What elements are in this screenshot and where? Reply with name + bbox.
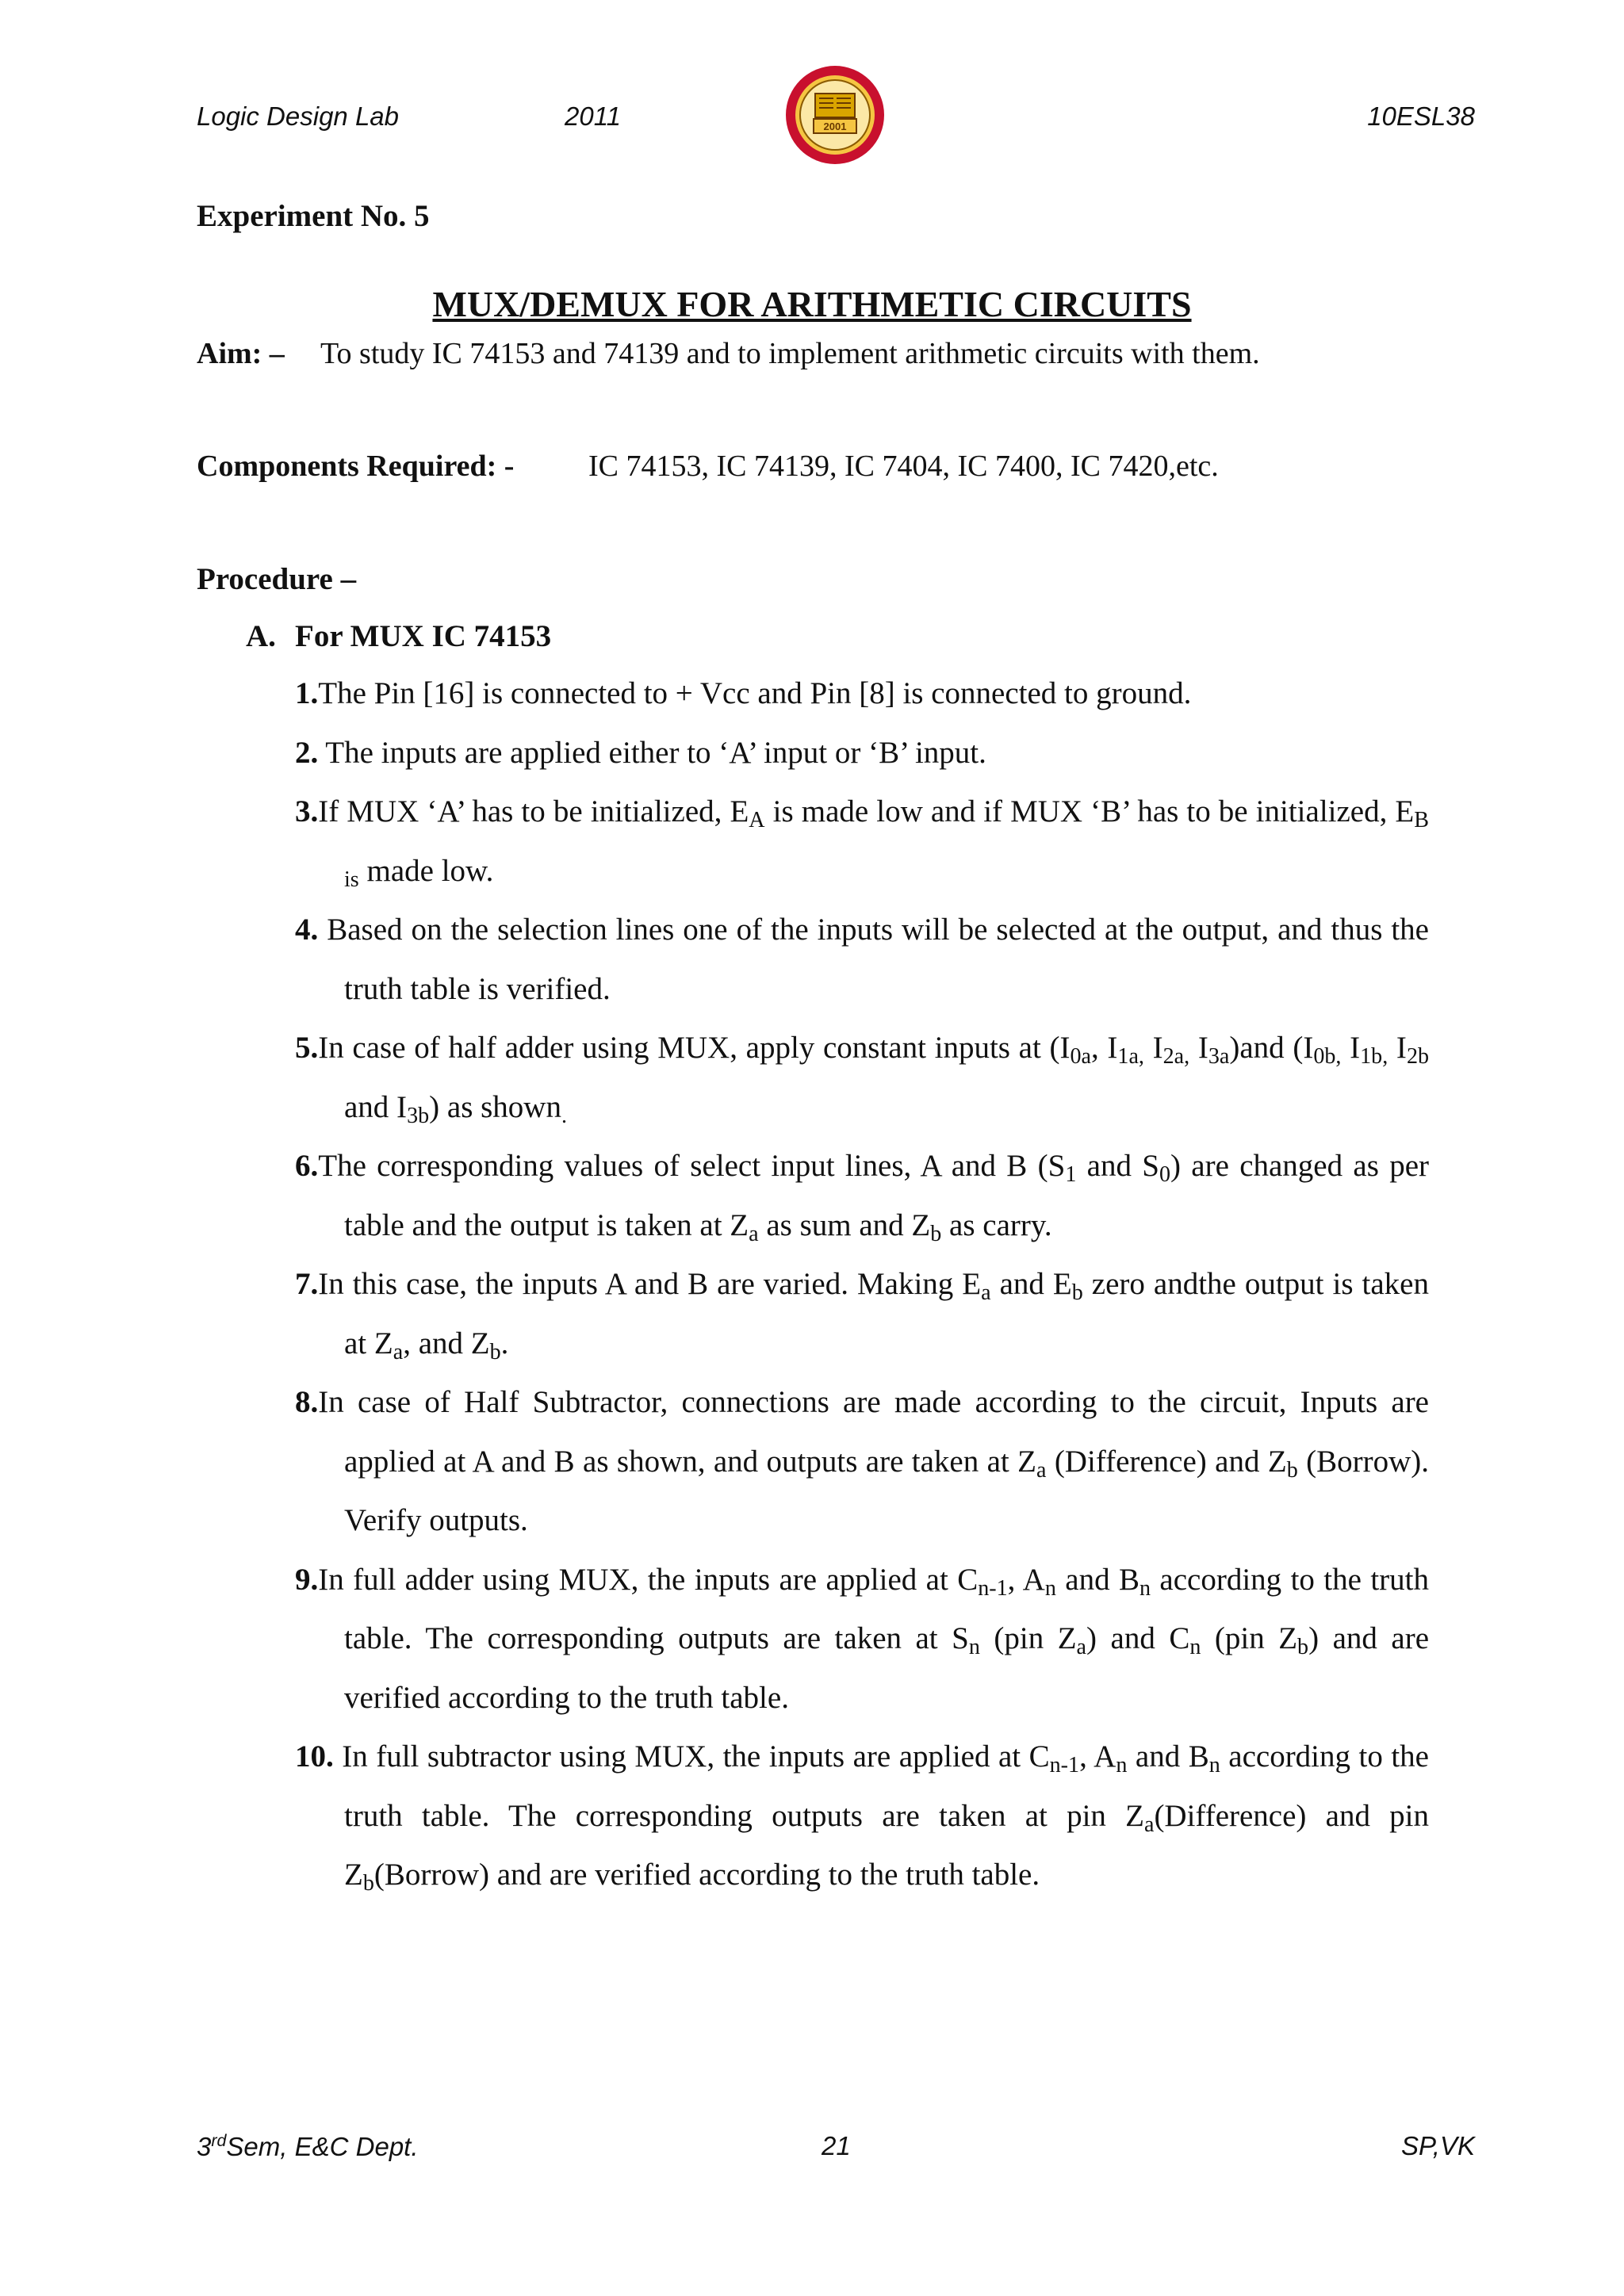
step-subscript: n [1208,1753,1220,1778]
section-heading [246,618,552,654]
procedure-step [295,901,1429,1019]
step-text: and B [1055,1562,1139,1597]
step-number: 8. [295,1385,319,1419]
step-text: . [500,1326,509,1360]
procedure-step [295,724,1429,783]
step-text: Based on the selection lines one of the inputs will be selected at the output, and thus the truth table is verified. [318,913,1429,1006]
step-subscript: n [1044,1575,1056,1601]
step-text: as sum and Z [758,1207,931,1242]
step-subscript: 1 [1065,1162,1077,1188]
step-text: , I [1090,1031,1118,1065]
aim-line [197,336,1260,371]
step-subscript: b [1286,1457,1298,1483]
footer-sem-number: 3 [197,2132,212,2161]
step-text: is made low and if MUX ‘B’ has to be initialized, E [764,794,1415,828]
step-subscript: n [1139,1575,1151,1601]
step-subscript: 3b [407,1103,430,1128]
step-subscript: n-1 [1049,1753,1080,1778]
footer-semester [197,2131,419,2162]
step-text: In case of Half Subtractor, connections are made according to the circuit, Inputs are applied at A and B as shown, and outputs are taken at Z [318,1385,1429,1479]
step-text: The inputs are applied either to ‘A’ input or ‘B’ input. [318,735,986,770]
procedure-step [295,1551,1429,1728]
procedure-step [295,1255,1429,1373]
step-text: (Difference) and pin Z [344,1798,1430,1892]
step-text: (pin Z [979,1621,1077,1655]
step-number: 2. [295,735,319,770]
experiment-number: Experiment No. 5 [197,199,430,233]
step-subscript: b [489,1339,501,1364]
procedure-steps [295,664,1429,1905]
procedure-heading: Procedure – [197,562,357,596]
step-subscript: b [1071,1280,1083,1306]
step-subscript: b [930,1221,942,1246]
step-text: as carry. [941,1207,1052,1242]
step-text: The Pin [16] is connected to + Vcc and Pin [8] is connected to ground. [318,676,1192,710]
step-number: 1. [295,676,319,710]
header-code: 10ESL38 [1367,101,1475,131]
page-number: 21 [822,2131,851,2160]
procedure-step [295,783,1429,901]
step-text: according to the truth table. The corresponding outputs are taken at pin Z [344,1739,1429,1833]
step-text: and B [1127,1739,1209,1774]
step-subscript: 2b [1406,1044,1430,1070]
step-text: , A [1007,1562,1045,1597]
procedure-step [295,1373,1429,1551]
step-text: ) as shown [429,1089,561,1124]
step-text: In this case, the inputs A and B are varied. Making E [318,1267,982,1301]
components-line [197,449,1219,484]
step-subscript: n-1 [978,1575,1008,1601]
step-subscript: a [393,1339,404,1364]
college-seal-logo [783,63,887,166]
step-subscript: B is [344,808,1429,892]
step-subscript: n [968,1635,980,1660]
step-subscript: a [1143,1812,1155,1837]
step-number: 4. [295,913,319,947]
step-text: If MUX ‘A’ has to be initialized, E [318,794,749,828]
step-number: 9. [295,1562,319,1597]
step-text: zero andthe output is taken at Z [344,1267,1429,1360]
procedure-step [295,664,1429,724]
step-text: In full adder using MUX, the inputs are applied at C [318,1562,979,1597]
step-subscript: 0a [1070,1044,1091,1070]
step-text: made low. [358,853,494,888]
step-text: according to the truth table. The corresponding outputs are taken at S [344,1562,1429,1655]
step-text: , A [1079,1739,1116,1774]
step-text: (pin Z [1201,1621,1298,1655]
components-label: Components Required: - [197,450,515,483]
step-text: I [1341,1031,1361,1065]
footer-sem-suffix: rd [211,2131,227,2150]
step-text: I [1388,1031,1407,1065]
step-text: ) are changed as per table and the output is taken at Z [344,1149,1429,1242]
section-label: A. [246,619,276,653]
step-text: and I [344,1089,408,1124]
aim-text: To study IC 74153 and 74139 and to implement arithmetic circuits with them. [320,337,1260,370]
step-subscript: b [362,1871,374,1896]
step-number: 7. [295,1267,319,1301]
step-number: 3. [295,794,319,828]
footer-authors: SP,VK [1401,2131,1475,2160]
step-subscript: a [1036,1457,1047,1483]
step-subscript: b [1297,1635,1309,1660]
step-text: ) and C [1086,1621,1190,1655]
step-text: and S [1076,1149,1159,1183]
step-subscript: n [1189,1635,1201,1660]
step-subscript: 1a, [1117,1044,1144,1070]
seal-year: 2001 [823,121,847,132]
step-text: I [1143,1031,1163,1065]
page-title: MUX/DEMUX FOR ARITHMETIC CIRCUITS [432,284,1192,324]
step-subscript: n [1116,1753,1128,1778]
step-number: 10. [295,1739,334,1774]
step-text: ) and are verified according to the truth table. [344,1621,1430,1715]
step-text: In full subtractor using MUX, the inputs are applied at C [333,1739,1050,1774]
step-number: 6. [295,1149,319,1183]
step-text: (Borrow) and are verified according to the truth table. [373,1858,1040,1892]
procedure-step [295,1019,1429,1137]
step-subscript: a [1076,1635,1087,1660]
step-subscript: 0 [1159,1162,1170,1188]
header-course: Logic Design Lab [197,101,400,131]
step-subscript: 1b, [1360,1044,1388,1070]
step-text: In case of half adder using MUX, apply constant inputs at (I [318,1031,1071,1065]
step-text: (Borrow). Verify outputs. [344,1444,1429,1537]
step-subscript: A [749,808,765,833]
step-subscript: 2a, [1162,1044,1190,1070]
aim-label: Aim: – [197,337,285,370]
step-subscript: 3a [1208,1044,1230,1070]
step-subscript: . [561,1103,567,1128]
step-subscript: a [749,1221,759,1246]
procedure-step [295,1728,1429,1905]
components-text: IC 74153, IC 74139, IC 7404, IC 7400, IC 7420,etc. [588,450,1219,483]
step-number: 5. [295,1031,319,1065]
procedure-step [295,1137,1429,1255]
step-text: I [1189,1031,1208,1065]
step-text: The corresponding values of select input lines, A and B (S [318,1149,1066,1183]
step-text: )and (I [1229,1031,1314,1065]
section-title: For MUX IC 74153 [295,619,552,653]
header-year: 2011 [565,101,621,131]
step-text: and E [990,1267,1072,1301]
step-text: (Difference) and Z [1046,1444,1287,1479]
step-subscript: a [981,1280,991,1306]
step-subscript: 0b, [1313,1044,1342,1070]
step-text: , and Z [403,1326,490,1360]
footer-dept: Sem, E&C Dept. [226,2132,419,2161]
